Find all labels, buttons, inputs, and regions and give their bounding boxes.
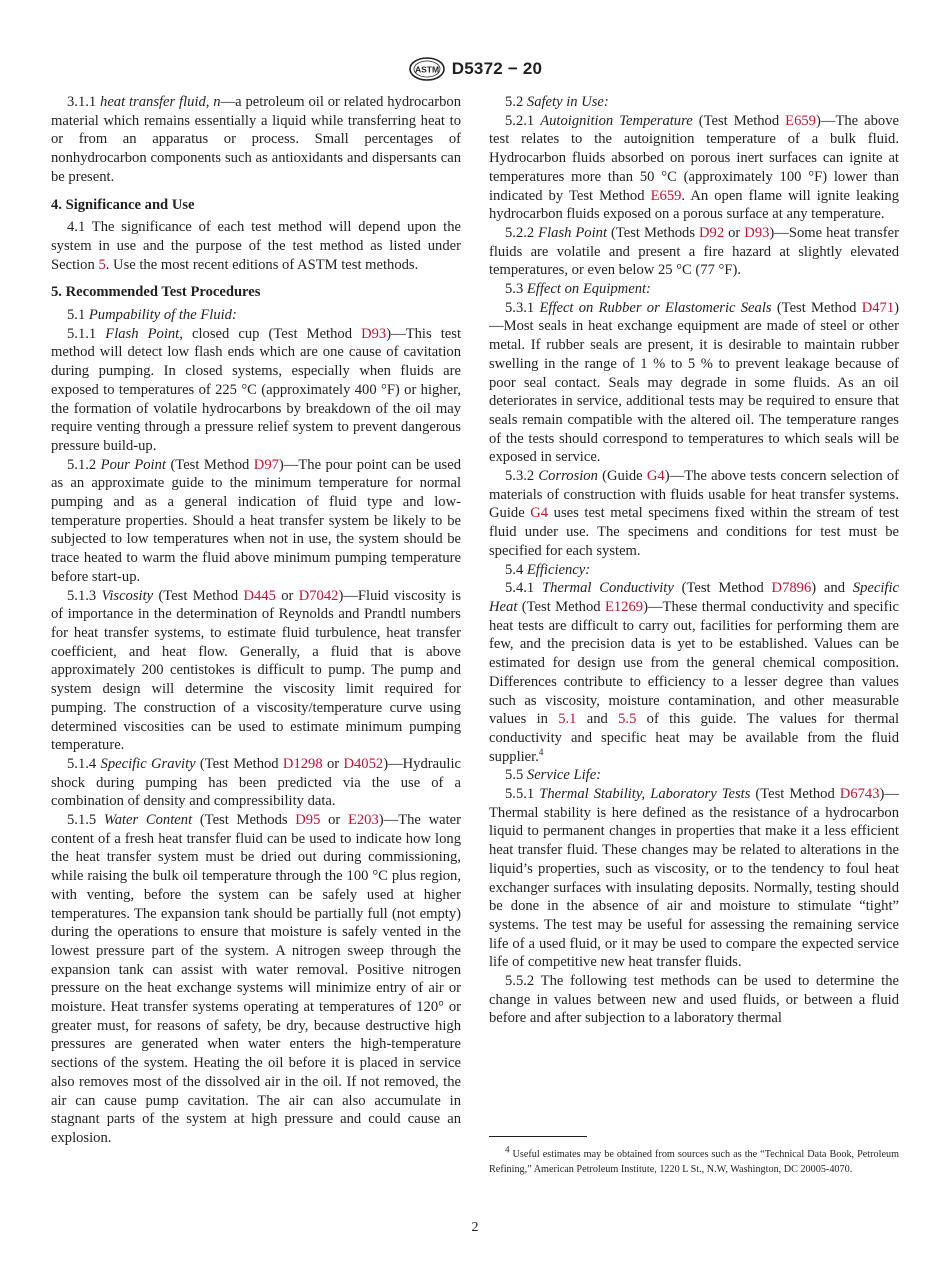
section-link[interactable]: 5.5 <box>618 711 637 728</box>
test-method-link[interactable]: D471 <box>861 299 895 316</box>
test-method-link[interactable]: D445 <box>243 587 276 604</box>
paragraph-5-1-5: 5.1.5 Water Content (Test Methods D95 or E203)—The water content of a fresh heat transfer fluid can be used to indicate how long the heat transfer system must be dried out during commissioning, while raising the bulk oil temperature through the 100 °C plus region, with venting, before the system can be safely used at higher temperatures. The expansion tank should be partially full (not empty) during the operations to ensure that moisture is safely vented in the lowest pressure part of the system. A nitrogen sweep through the expansion tank can assist with water removal. Positive nitrogen pressure on the heat exchange systems will minimize entry of air or moisture. Heat transfer systems operating at temperatures of 120° or greater must, for reasons of safety, be dry, because destructive high pressures are generated when water enters the high-temperature sections of the system. Heating the oil before it is placed in service also removes most of the dissolved air in the oil. If not removed, the air can cause pump cavitation. The air can also accumulate in stagnant parts of the system at high pressure and could cause an explosion. <box>51 812 461 1146</box>
paragraph-5-2: 5.2 Safety in Use: <box>505 94 609 110</box>
astm-logo <box>408 57 446 81</box>
test-method-link[interactable]: D7042 <box>298 587 339 604</box>
test-method-link[interactable]: E659 <box>785 112 816 129</box>
paragraph-5-5-2: 5.5.2 The following test methods can be used to determine the change in values between new and used fluids, or between a fluid before and after subjection to a laboratory thermal <box>489 973 899 1027</box>
section-link[interactable]: 5 <box>98 256 106 273</box>
test-method-link[interactable]: D97 <box>253 456 279 473</box>
guide-link[interactable]: G4 <box>646 468 665 485</box>
test-method-link[interactable]: D93 <box>744 224 770 241</box>
paragraph-5-5-1: 5.5.1 Thermal Stability, Laboratory Tests (Test Method D6743)—Thermal stability is here defined as the resistance of a hydrocarbon liquid to permanent changes in properties that make it a less efficient heat transfer fluid. These changes may be related to alterations in the liquid’s properties, such as viscosity, or to the tendency to foul heat exchanger surfaces with insulating deposits. Normally, testing should be done in the absence of air and moisture to stimulate “tight” systems. The test may be useful for assessing the remaining service life of a used fluid, or it may be used to compare the expected service life of competitive new heat transfer fluids. <box>489 786 899 971</box>
test-method-link[interactable]: D4052 <box>343 755 384 772</box>
paragraph-5-3: 5.3 Effect on Equipment: <box>505 281 651 298</box>
svg-text:ASTM: ASTM <box>414 64 439 75</box>
test-method-link[interactable]: E659 <box>650 187 682 204</box>
paragraph-5-1: 5.1 Pumpability of the Fluid: <box>67 307 237 324</box>
guide-link[interactable]: G4 <box>530 505 549 522</box>
test-method-link[interactable]: E1269 <box>604 598 644 615</box>
paragraph-5-5: 5.5 Service Life: <box>505 767 602 784</box>
test-method-link[interactable]: E203 <box>347 812 379 829</box>
paragraph-5-2-1: 5.2.1 Autoignition Temperature (Test Method E659)—The above test relates to the autoignition temperature of a bulk fluid. Hydrocarbon fluids absorbed on porous inert surfaces can ignite at temperatures more than 50 °C (approximately 100 °F) lower than indicated by Test Method E659. An open flame will ignite leaking hydrocarbon fluids exposed on a porous surface at any temperature. <box>489 112 899 223</box>
paragraph-5-2-2: 5.2.2 Flash Point (Test Methods D92 or D93)—Some heat transfer fluids are volatile and present a fire hazard at slightly elevated temperatures, or even below 25 °C (77 °F). <box>489 224 899 279</box>
test-method-link[interactable]: D95 <box>295 812 321 829</box>
footnote-marker[interactable]: 4 <box>538 746 544 757</box>
page-number: 2 <box>471 1220 479 1235</box>
footnote-divider <box>489 1136 587 1137</box>
document-designation: D5372 − 20 <box>451 59 543 78</box>
paragraph-5-1-1: 5.1.1 Flash Point, closed cup (Test Method D93)—This test method will detect low flash ends which are one cause of cavitation during pumping. In closed systems, especially when fluids are exposed to temperatures of 225 °C (approximately 400 °F) or higher, the formation of volatile hydrocarbons by breakdown of the oil may require venting through a pressure relief system to prevent dangerous pressure build-up. <box>51 325 461 454</box>
section-link[interactable]: 5.1 <box>558 711 577 728</box>
paragraph-5-1-3: 5.1.3 Viscosity (Test Method D445 or D7042)—Fluid viscosity is of importance in the determination of Reynolds and Prandtl numbers for heat transfer systems, to estimate fluid turbulence, heat transfer coefficient, and heat flow. Generally, a fluid that is above approximately 200 centistokes is difficult to pump. The pump and system design will determine the viscosity limit required for pumping. The construction of a viscosity/temperature curve using determined viscosities can be used to estimate minimum pumping temperature. <box>51 587 461 754</box>
test-method-link[interactable]: D6743 <box>839 786 880 803</box>
paragraph-5-3-2: 5.3.2 Corrosion (Guide G4)—The above tests concern selection of materials of construction with fluids usable for heat transfer systems. Guide G4 uses test metal specimens fixed within the stream of test fluid under use. The specimens and conditions for test must be specified for each system. <box>489 468 899 559</box>
test-method-link[interactable]: D7896 <box>771 580 812 597</box>
test-method-link[interactable]: D92 <box>699 224 725 241</box>
paragraph-5-1-2: 5.1.2 Pour Point (Test Method D97)—The pour point can be used as an approximate guide to the minimum temperature for normal pumping and as a general indication of fluid type and low-temperature properties. Should a heat transfer system be likely to be subjected to low temperatures when not in use, the system should be trace heated to warm the fluid above minimum pumping temperature before start-up. <box>51 456 461 585</box>
section-4-heading: 4. Significance and Use <box>51 196 195 213</box>
right-column <box>489 93 899 1028</box>
left-column <box>51 93 461 1148</box>
section-5-heading: 5. Recommended Test Procedures <box>51 284 261 301</box>
page-header <box>0 56 950 82</box>
paragraph-3-1-1: 3.1.1 heat transfer fluid, n—a petroleum oil or related hydrocarbon material which remains essentially a liquid while transferring heat to or from an apparatus or process. Small percentages of nonhydrocarbon components such as antioxidants and dispersants can be present. <box>51 94 461 185</box>
paragraph-5-1-4: 5.1.4 Specific Gravity (Test Method D1298 or D4052)—Hydraulic shock during pumping has been predicted via the use of a combination of density and compressibility data. <box>51 755 461 810</box>
paragraph-5-4-1: 5.4.1 Thermal Conductivity (Test Method D7896) and Specific Heat (Test Method E1269)—These thermal conductivity and specific heat tests are difficult to carry out, facilities for performing them are few, and the precision data is yet to be established. Values can be estimated for design use from the general chemical composition. Differences contribute to efficiency to a lesser degree than values such as viscosity, moisture contamination, and other measurable values in 5.1 and 5.5 of this guide. The values for thermal conductivity and specific heat may be available from the fluid supplier.$^4$ <box>489 580 899 765</box>
footnote-4: $^4$ Useful estimates may be obtained from sources such as the “Technical Data Book, Petroleum Refining,” American Petroleum Institute, 1220 L St., N.W, Washington, DC 20005-4070. <box>489 1144 899 1175</box>
paragraph-4-1: 4.1 The significance of each test method will depend upon the system in use and the purpose of the test method as listed under Section 5. Use the most recent editions of ASTM test methods. <box>51 219 461 273</box>
test-method-link[interactable]: D1298 <box>282 755 323 772</box>
test-method-link[interactable]: D93 <box>361 325 387 342</box>
paragraph-5-3-1: 5.3.1 Effect on Rubber or Elastomeric Seals (Test Method D471)—Most seals in heat exchange equipment are made of steel or other metal. If rubber seals are present, it is desirable to maintain rubber swelling in the range of 1 % to 5 % to prevent leakage because of poor seal contact. Seals may degrade in some fluids. As an oil deteriorates in service, additional tests may be required to ensure that seals remain compatible with the altered oil. The temperature ranges of the tests should correspond to temperatures to which seals will be exposed in service. <box>489 299 899 466</box>
paragraph-5-4: 5.4 Efficiency: <box>505 561 591 578</box>
